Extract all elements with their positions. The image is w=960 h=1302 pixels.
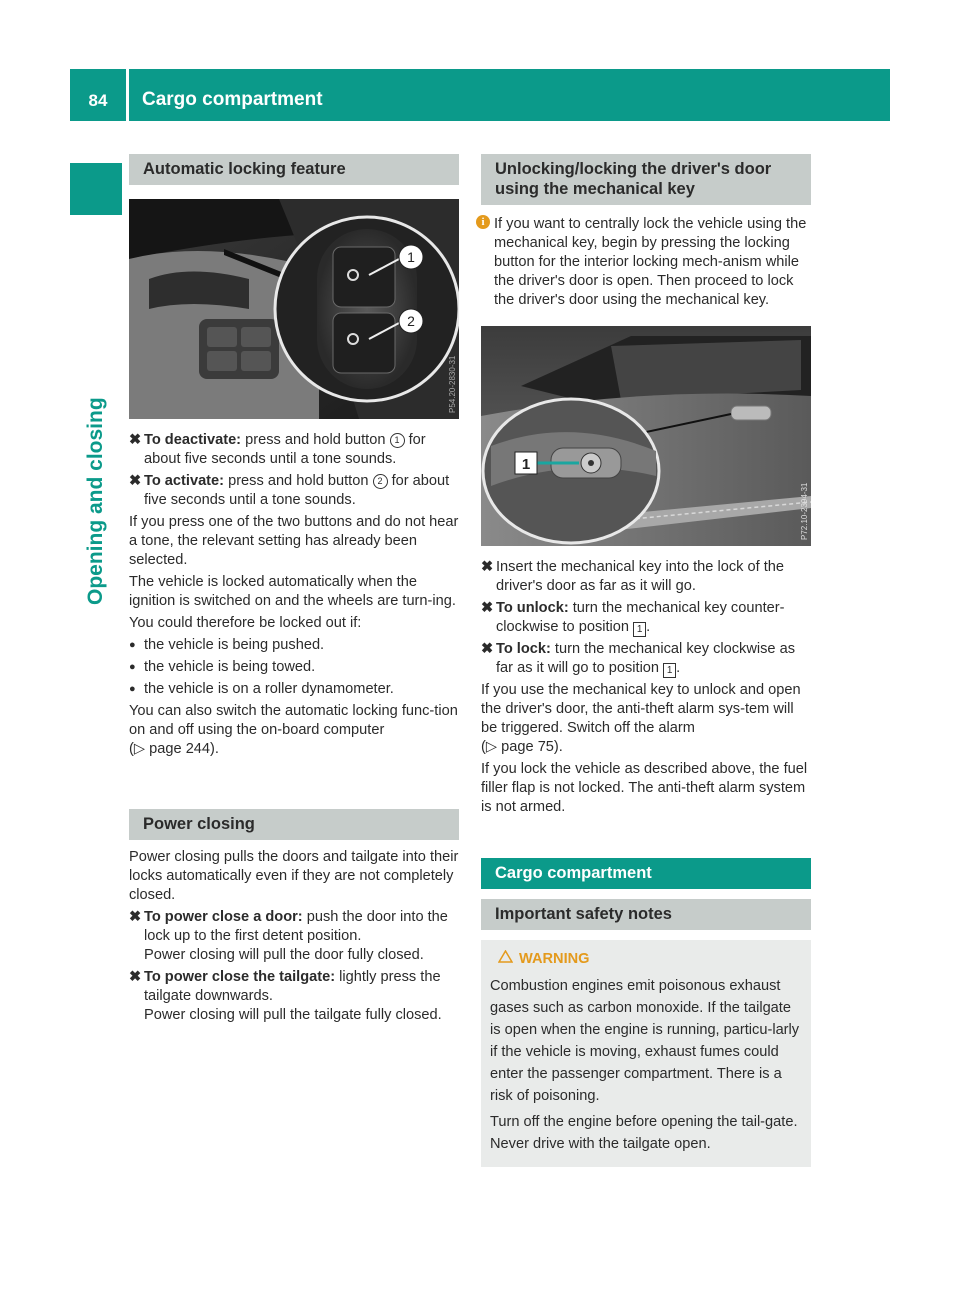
warning-label: WARNING xyxy=(519,951,590,967)
step-arrow-icon: ✖ xyxy=(129,909,142,925)
button-2-symbol: 2 xyxy=(373,474,388,489)
page-reference-link[interactable]: page 75). xyxy=(501,739,563,755)
chapter-label: Opening and closing xyxy=(84,397,107,605)
step-label: To activate: xyxy=(144,473,225,489)
page-ref-arrow-icon: ▷ xyxy=(133,741,146,757)
step-arrow-icon: ✖ xyxy=(481,559,494,575)
section-heading-safety-notes: Important safety notes xyxy=(481,899,811,930)
step-text: Insert the mechanical key into the lock of the driver's door as far as it will go. xyxy=(496,559,784,594)
step-label: To lock: xyxy=(496,641,551,657)
warning-box xyxy=(481,940,811,1167)
door-panel-illustration xyxy=(129,199,459,419)
chapter-tab xyxy=(70,163,122,215)
page-number: 84 xyxy=(88,91,108,110)
step-label: To deactivate: xyxy=(144,432,242,448)
step-text: turn the mechanical key clockwise as far as it will go to position xyxy=(496,641,796,676)
info-text: If you want to centrally lock the vehicle using the mechanical key, begin by pressing the locking button for the interior locking mech-anism while the driver's door is open. Then proceed to lock the driver's door using the mechanical key. xyxy=(494,216,807,308)
step-note: Power closing will pull the tailgate fully closed. xyxy=(144,1007,442,1023)
step-label: To power close a door: xyxy=(144,909,303,925)
position-1-symbol: 1 xyxy=(633,622,646,637)
warning-triangle-icon xyxy=(498,948,513,970)
step-deactivate xyxy=(129,431,459,469)
section-heading-mechanical-key: Unlocking/locking the driver's door using the mechanical key xyxy=(481,154,811,205)
info-icon: i xyxy=(476,215,490,229)
page-header xyxy=(70,69,890,121)
paragraph: You can also switch the automatic locking func-tion on and off using the on-board computer (▷ page 244). xyxy=(129,703,458,757)
step-text: press and hold button xyxy=(241,432,390,448)
step-text: for about five seconds until a tone sounds. xyxy=(144,473,450,508)
section-heading-power-closing: Power closing xyxy=(129,809,459,840)
door-lock-figure xyxy=(481,326,811,546)
step-activate xyxy=(129,472,459,510)
paragraph: You could therefore be locked out if: xyxy=(129,615,362,631)
step-text: for about five seconds until a tone sounds. xyxy=(144,432,426,467)
step-insert-key xyxy=(481,558,811,596)
step-text: push the door into the lock up to the first detent position. xyxy=(144,909,448,944)
step-arrow-icon: ✖ xyxy=(129,432,142,448)
paragraph: If you lock the vehicle as described above, the fuel filler flap is not locked. The anti-theft alarm system is not armed. xyxy=(481,761,808,815)
warning-text: Combustion engines emit poisonous exhaust gases such as carbon monoxide. If the tailgate is open when the engine is running, particu-larly if the vehicle is moving, exhaust fumes could enter the passenger compartment. There is a risk of poisoning. xyxy=(490,978,800,1104)
callout-label: 1 xyxy=(521,456,531,473)
step-label: To unlock: xyxy=(496,600,569,616)
list-item-text: the vehicle is being pushed. xyxy=(144,637,325,653)
list-item xyxy=(129,658,459,677)
car-door-illustration xyxy=(481,326,811,546)
step-text: lightly press the tailgate downwards. xyxy=(144,969,441,1004)
bullet-icon: ● xyxy=(129,639,136,651)
list-item xyxy=(129,636,459,655)
step-arrow-icon: ✖ xyxy=(129,473,142,489)
warning-text: Turn off the engine before opening the tail-gate. Never drive with the tailgate open. xyxy=(490,1114,798,1152)
list-item xyxy=(129,680,459,699)
paragraph-text: If you use the mechanical key to unlock and open the driver's door, the anti-theft alarm sys-tem will be triggered. Switch off the alarm xyxy=(481,682,801,736)
step-arrow-icon: ✖ xyxy=(481,600,494,616)
step-power-close-tailgate xyxy=(129,968,459,1025)
button-1-symbol: 1 xyxy=(390,433,405,448)
list-item-text: the vehicle is being towed. xyxy=(144,659,316,675)
step-arrow-icon: ✖ xyxy=(129,969,142,985)
callout-label-2: 2 xyxy=(407,313,415,329)
info-note xyxy=(481,215,811,310)
section-heading-automatic-locking: Automatic locking feature xyxy=(129,154,459,185)
left-column xyxy=(129,154,459,1025)
door-buttons-figure xyxy=(129,199,459,419)
step-lock: ✖ To lock: turn the mechanical key clockwise as far as it will go to position 1 . xyxy=(481,641,796,676)
bullet-icon: ● xyxy=(129,683,136,695)
bullet-icon: ● xyxy=(129,661,136,673)
step-arrow-icon: ✖ xyxy=(481,641,494,657)
paragraph: Power closing pulls the doors and tailgate into their locks automatically even if they are not completely closed. xyxy=(129,849,459,903)
paragraph: The vehicle is locked automatically when the ignition is switched on and the wheels are turn-ing. xyxy=(129,574,456,609)
page-title: Cargo compartment xyxy=(142,89,323,110)
page-ref-arrow-icon: ▷ xyxy=(485,739,498,755)
callout-label-1: 1 xyxy=(407,249,415,265)
paragraph: If you press one of the two buttons and do not hear a tone, the relevant setting has already been selected. xyxy=(129,514,459,568)
list-item-text: the vehicle is on a roller dynamometer. xyxy=(144,681,394,697)
page-reference-link[interactable]: page 244). xyxy=(149,741,219,757)
step-text: turn the mechanical key counter-clockwise to position xyxy=(496,600,785,635)
position-1-symbol: 1 xyxy=(663,663,676,678)
step-power-close-door xyxy=(129,908,459,965)
paragraph: If you use the mechanical key to unlock and open the driver's door, the anti-theft alarm sys-tem will be triggered. Switch off the alarm (▷ page 75). xyxy=(481,682,801,755)
step-text: press and hold button xyxy=(224,473,373,489)
header-divider xyxy=(126,69,129,121)
step-note: Power closing will pull the door fully closed. xyxy=(144,947,424,963)
figure-code: P72.10-2394-31 xyxy=(800,482,809,540)
step-label: To power close the tailgate: xyxy=(144,969,336,985)
right-column xyxy=(481,154,811,1167)
figure-code: P54.20-2830-31 xyxy=(448,355,457,413)
paragraph-text: You can also switch the automatic locking func-tion on and off using the on-board computer xyxy=(129,703,458,738)
step-unlock: ✖ To unlock: turn the mechanical key counter-clockwise to position 1 . xyxy=(481,600,785,635)
chapter-heading-cargo: Cargo compartment xyxy=(481,858,811,889)
warning-heading xyxy=(498,948,802,970)
